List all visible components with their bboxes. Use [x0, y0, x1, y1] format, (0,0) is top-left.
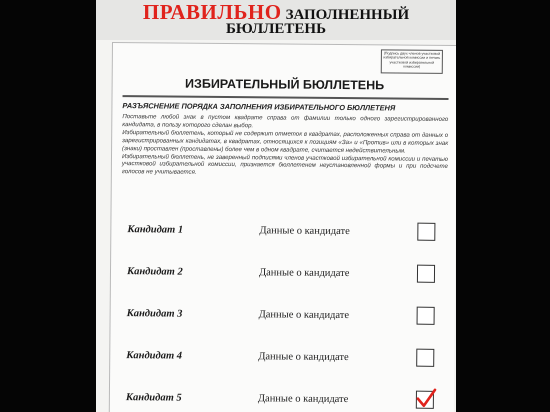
vote-checkbox[interactable]	[417, 223, 435, 241]
candidate-details: Данные о кандидате	[258, 351, 349, 364]
vote-checkbox[interactable]	[416, 349, 434, 367]
ballot-form	[109, 42, 456, 412]
candidate-details: Данные о кандидате	[259, 225, 350, 238]
instructions-text	[122, 113, 449, 179]
instruction-paragraph: Поставьте любой знак в пустом квадрате справа от фамилии только одного зарегистрированного кандидата, в пользу которого сделан выбор.	[122, 113, 449, 130]
candidate-details: Данные о кандидате	[258, 267, 350, 280]
ballot-sheet	[96, 0, 456, 412]
photo-header	[96, 0, 456, 40]
header-word-correct: ПРАВИЛЬНО	[142, 0, 282, 24]
instruction-paragraph: Избирательный бюллетень, не заверенный подписями членов участковой избирательной комиссии и печатью участковой избирательной комиссии, признается бюллетенем неустановленной формы и при подсчете голосов не учитывается.	[121, 152, 449, 177]
ballot-title: ИЗБИРАТЕЛЬНЫЙ БЮЛЛЕТЕНЬ	[185, 76, 385, 93]
signature-stamp-box: (Подпись двух членов участковой избирательной комиссии и печать участковой избирательной комиссии)	[381, 49, 443, 74]
instructions-heading: РАЗЪЯСНЕНИЕ ПОРЯДКА ЗАПОЛНЕНИЯ ИЗБИРАТЕЛЬНОГО БЮЛЛЕТЕНЯ	[122, 101, 396, 113]
vote-checkbox[interactable]	[417, 307, 435, 325]
red-checkmark-icon	[415, 387, 437, 411]
vote-checkbox[interactable]	[416, 391, 434, 409]
candidate-row	[111, 220, 455, 247]
candidate-row	[110, 346, 454, 373]
header-word-filled: ЗАПОЛНЕННЫЙ	[285, 7, 410, 23]
candidate-name: Кандидат 4	[126, 350, 183, 362]
candidate-name: Кандидат 3	[126, 308, 183, 320]
candidate-row	[111, 262, 455, 289]
candidate-name: Кандидат 1	[127, 224, 184, 236]
candidate-name: Кандидат 2	[126, 266, 183, 278]
candidate-row	[110, 388, 454, 412]
header-line-2: БЮЛЛЕТЕНЬ	[225, 21, 326, 37]
vote-checkbox[interactable]	[417, 265, 435, 283]
candidate-details: Данные о кандидате	[257, 393, 349, 406]
candidate-row	[111, 304, 455, 331]
candidate-name: Кандидат 5	[125, 392, 182, 404]
instruction-paragraph: Избирательный бюллетень, который не содержит отметок в квадратах, расположенных справа от данных о зарегистрированных кандидатах, в квадратах, относящихся к позициям «За» и «Против» или в которых знак (знаки) проставлен (проставлены) более чем в одном квадрате, считается недействительным.	[122, 128, 449, 155]
candidate-details: Данные о кандидате	[258, 309, 350, 322]
title-divider	[123, 95, 449, 100]
